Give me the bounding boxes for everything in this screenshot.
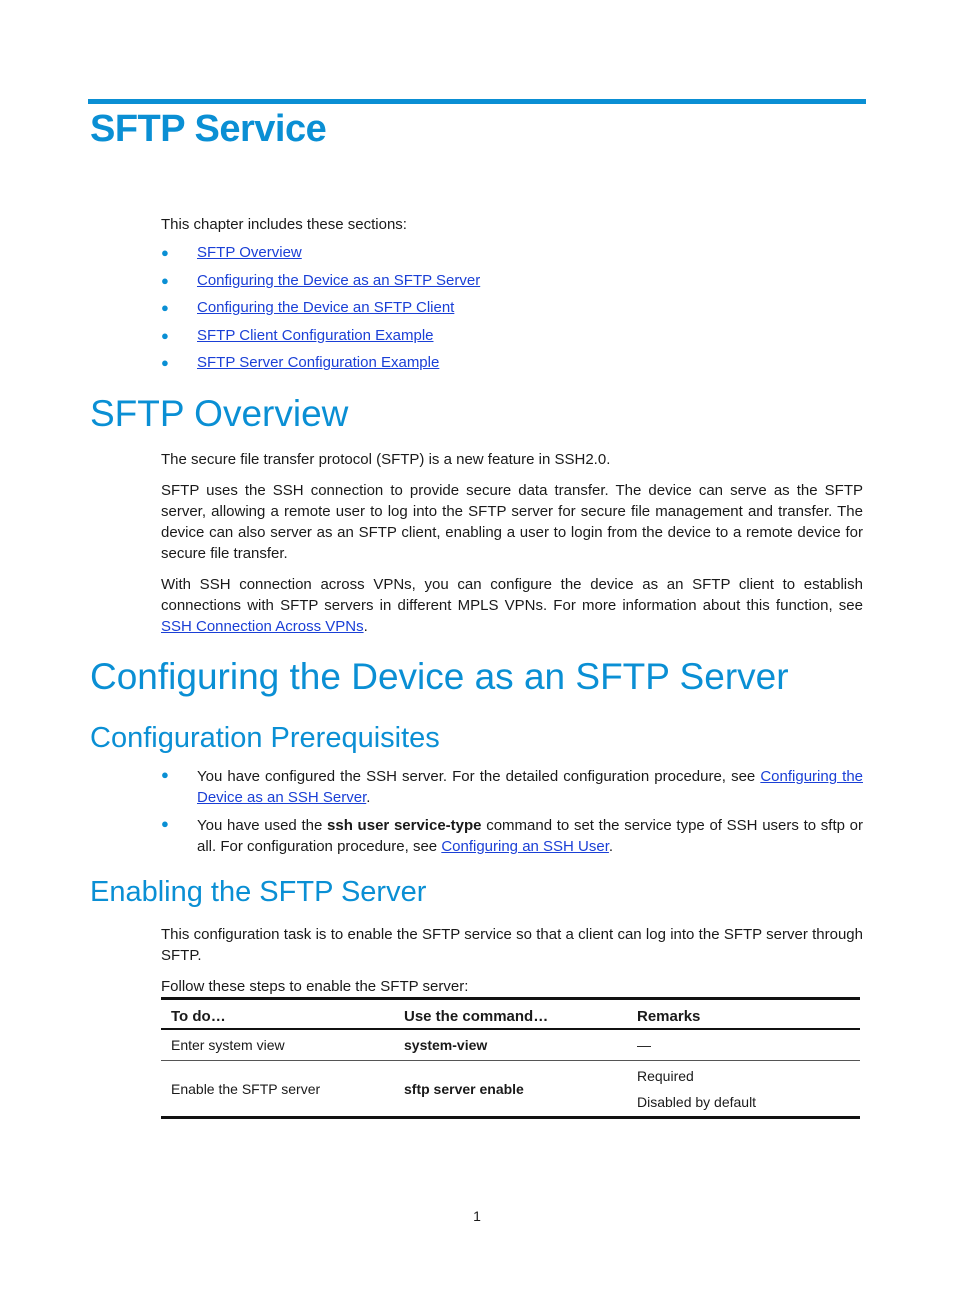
overview-p3-text: With SSH connection across VPNs, you can configure the device as an SFTP client to establish connections with SFTP servers in different MPLS VPNs. For more information about this function, see [161,576,863,614]
bullet-icon: ● [161,245,169,260]
prereq-b2-mid: command to set the service type of SSH users to sftp or all. For configuration procedure, see [197,817,864,855]
toc-item [161,352,480,380]
toc-item [161,297,480,325]
cell-command [394,1029,627,1061]
overview-paragraph-3 [161,574,863,637]
steps-table [161,997,860,1119]
header-remarks: Remarks [627,999,860,1030]
cell-remarks: — [627,1029,860,1061]
bullet-icon: ● [161,300,169,316]
prereq-b2-text: You have used the [197,817,328,834]
cell-command [394,1061,627,1118]
overview-p3-end: . [363,618,368,635]
server-heading: Configuring the Device as an SFTP Server [90,656,789,697]
cell-remarks [627,1061,860,1118]
intro-text: This chapter includes these sections: [161,216,407,233]
command-ssh-user-service-type: ssh user service-type [327,817,482,834]
toc-item [161,325,480,353]
page-number: 1 [473,1208,481,1224]
bullet-icon: ● [161,767,169,782]
remark-required: Required [637,1067,694,1084]
bullet-icon: ● [161,272,169,288]
bullet-icon: ● [161,816,169,831]
command-text: sftp server enable [404,1080,524,1097]
toc-link-sftp-overview[interactable]: SFTP Overview [197,244,302,261]
toc-link-sftp-server[interactable]: Configuring the Device as an SFTP Server [197,271,481,289]
link-ssh-user-config[interactable]: Configuring an SSH User [441,838,609,855]
toc-item [161,242,480,270]
toc-link-server-example[interactable]: SFTP Server Configuration Example [197,354,440,372]
prereq-b1-end: . [366,789,371,806]
prereq-bullet-2 [197,815,863,857]
overview-paragraph-2: SFTP uses the SSH connection to provide secure data transfer. The device can serve as the SFTP server, allowing a remote user to log into the SFTP server for secure file management and transfer. The device can also server as an SFTP client, enabling a user to login from the device to a remote device for secure file transfer. [161,482,863,562]
toc-list [161,242,480,380]
bullet-icon: ● [161,327,169,343]
prerequisites-heading: Configuration Prerequisites [90,722,440,754]
prereq-b2-end: . [608,838,614,855]
chapter-top-rule [88,99,866,104]
enabling-paragraph-1: This configuration task is to enable the SFTP service so that a client can log into the SFTP server through SFTP. [161,926,863,964]
overview-heading: SFTP Overview [90,393,349,434]
link-ssh-across-vpns[interactable]: SSH Connection Across VPNs [161,618,364,635]
table-row [161,1029,860,1061]
prereq-bullet-1 [197,766,863,808]
enabling-heading: Enabling the SFTP Server [90,876,427,908]
table-row [161,1061,860,1118]
header-command: Use the command… [394,999,627,1030]
link-ssh-server-config[interactable]: Configuring the Device as an SSH Server [197,768,863,806]
overview-paragraph-1: The secure file transfer protocol (SFTP) is a new feature in SSH2.0. [161,451,611,468]
cell-todo: Enter system view [161,1029,394,1061]
cell-todo: Enable the SFTP server [171,1080,321,1097]
toc-link-sftp-client[interactable]: Configuring the Device an SFTP Client [197,299,455,317]
toc-link-client-example[interactable]: SFTP Client Configuration Example [197,326,434,344]
enabling-paragraph-2: Follow these steps to enable the SFTP server: [161,978,469,995]
table-header-row [161,999,860,1030]
header-todo: To do… [161,999,394,1030]
remark-default: Disabled by default [637,1093,757,1110]
chapter-title: SFTP Service [90,108,327,150]
toc-item [161,270,480,298]
bullet-icon: ● [161,355,169,371]
command-text: system-view [404,1037,488,1053]
prereq-b1-text: You have configured the SSH server. For the detailed configuration procedure, see [197,768,761,785]
